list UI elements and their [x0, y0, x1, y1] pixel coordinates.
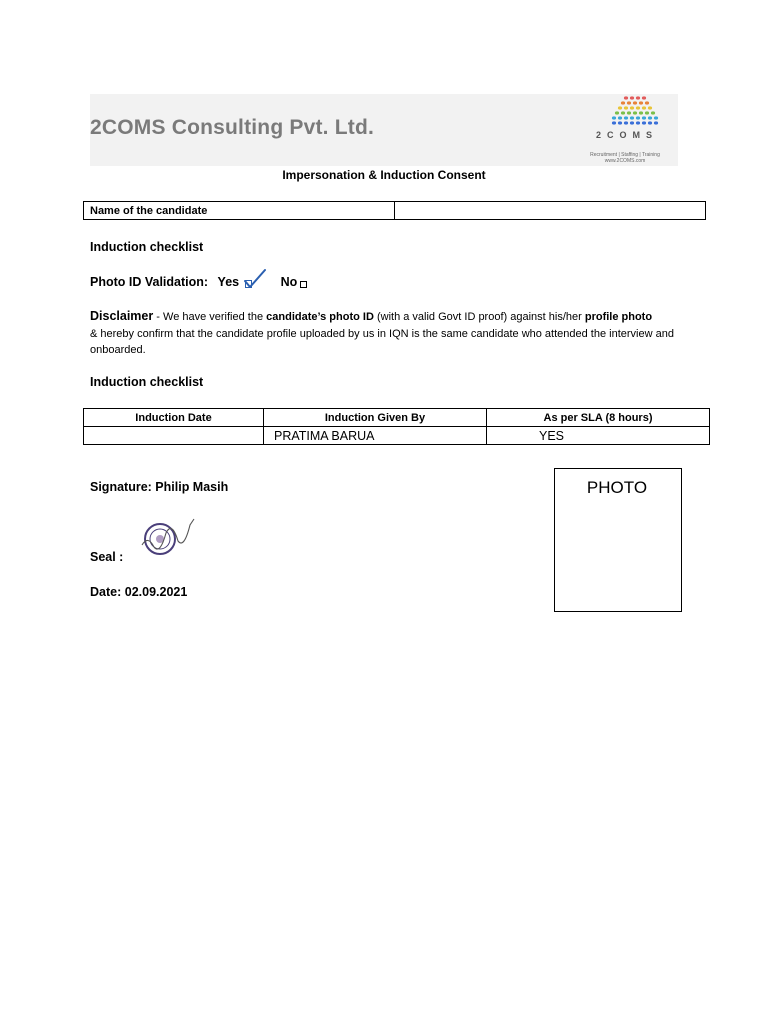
logo-dot — [654, 116, 658, 119]
photo-id-label: Photo ID Validation: — [90, 275, 209, 289]
cell-as-per-sla[interactable]: YES — [487, 427, 710, 445]
logo-dot — [612, 121, 616, 124]
logo-dot — [633, 101, 637, 104]
date-label: Date: — [90, 585, 122, 599]
logo-dot — [639, 111, 643, 114]
signature-line — [90, 480, 228, 494]
logo-dot — [630, 106, 634, 109]
seal-stamp-icon — [138, 515, 200, 563]
logo-dot — [615, 111, 619, 114]
logo-dot — [642, 106, 646, 109]
section-heading-induction-checklist-2: Induction checklist — [90, 375, 204, 389]
header-as-per-sla: As per SLA (8 hours) — [487, 409, 710, 427]
logo-text: 2COMS — [596, 130, 659, 140]
logo-dot — [648, 106, 652, 109]
table-row — [84, 427, 710, 445]
logo-dot — [636, 106, 640, 109]
candidate-name-value[interactable] — [395, 202, 706, 220]
no-option-label: No — [280, 275, 298, 289]
table-row — [84, 202, 706, 220]
logo-dot — [654, 121, 658, 124]
logo-dot — [627, 111, 631, 114]
signature-name: Philip Masih — [155, 480, 229, 494]
section-heading-induction-checklist: Induction checklist — [90, 240, 204, 254]
disclaimer-text: Disclaimer - We have verified the candidate’s photo ID (with a valid Govt ID proof) against his/her profile photo & hereby confirm that the candidate profile uploaded by us in IQN is the same candidate who attended the interview and onboarded. — [90, 309, 674, 356]
date-value: 02.09.2021 — [124, 585, 188, 599]
photo-box-label: PHOTO — [586, 478, 648, 497]
logo-dot — [621, 111, 625, 114]
seal-label: Seal : — [90, 550, 124, 564]
logo-dot — [624, 116, 628, 119]
logo-dot — [648, 121, 652, 124]
logo-dot — [639, 101, 643, 104]
logo-dot — [636, 121, 640, 124]
induction-table — [83, 408, 710, 445]
logo-dot — [633, 111, 637, 114]
header-induction-date: Induction Date — [84, 409, 264, 427]
logo-dot — [642, 96, 646, 99]
checkmark-icon — [242, 268, 268, 290]
logo-dot — [648, 116, 652, 119]
no-checkbox[interactable] — [300, 281, 307, 288]
header-induction-given-by: Induction Given By — [264, 409, 487, 427]
logo-dot — [636, 96, 640, 99]
logo-dot — [630, 96, 634, 99]
signature-label: Signature: — [90, 480, 152, 494]
table-header-row — [84, 409, 710, 427]
cell-induction-date[interactable] — [84, 427, 264, 445]
logo-dot — [645, 101, 649, 104]
logo-dot — [624, 121, 628, 124]
logo-dot — [627, 101, 631, 104]
logo-dot — [645, 111, 649, 114]
disclaimer-lead: Disclaimer — [90, 309, 154, 323]
logo-dot — [612, 116, 616, 119]
logo-dot — [642, 121, 646, 124]
logo-dot — [618, 106, 622, 109]
logo-dot — [642, 116, 646, 119]
logo-dot — [651, 111, 655, 114]
logo-dot — [624, 96, 628, 99]
logo-dot — [624, 106, 628, 109]
cell-induction-given-by[interactable]: PRATIMA BARUA — [264, 427, 487, 445]
logo-dot — [618, 116, 622, 119]
logo-dot — [636, 116, 640, 119]
document-title: Impersonation & Induction Consent — [282, 168, 486, 182]
logo-tagline: Recruitment | Staffing | Training www.2COMS.com — [590, 152, 660, 164]
company-name: 2COMS Consulting Pvt. Ltd. — [90, 116, 375, 139]
logo-dot — [618, 121, 622, 124]
candidate-table — [83, 201, 706, 220]
logo-dot — [630, 121, 634, 124]
candidate-name-label: Name of the candidate — [84, 202, 395, 220]
logo-dot — [621, 101, 625, 104]
date-line — [90, 585, 187, 599]
yes-option-label: Yes — [217, 275, 240, 289]
logo-dot — [630, 116, 634, 119]
